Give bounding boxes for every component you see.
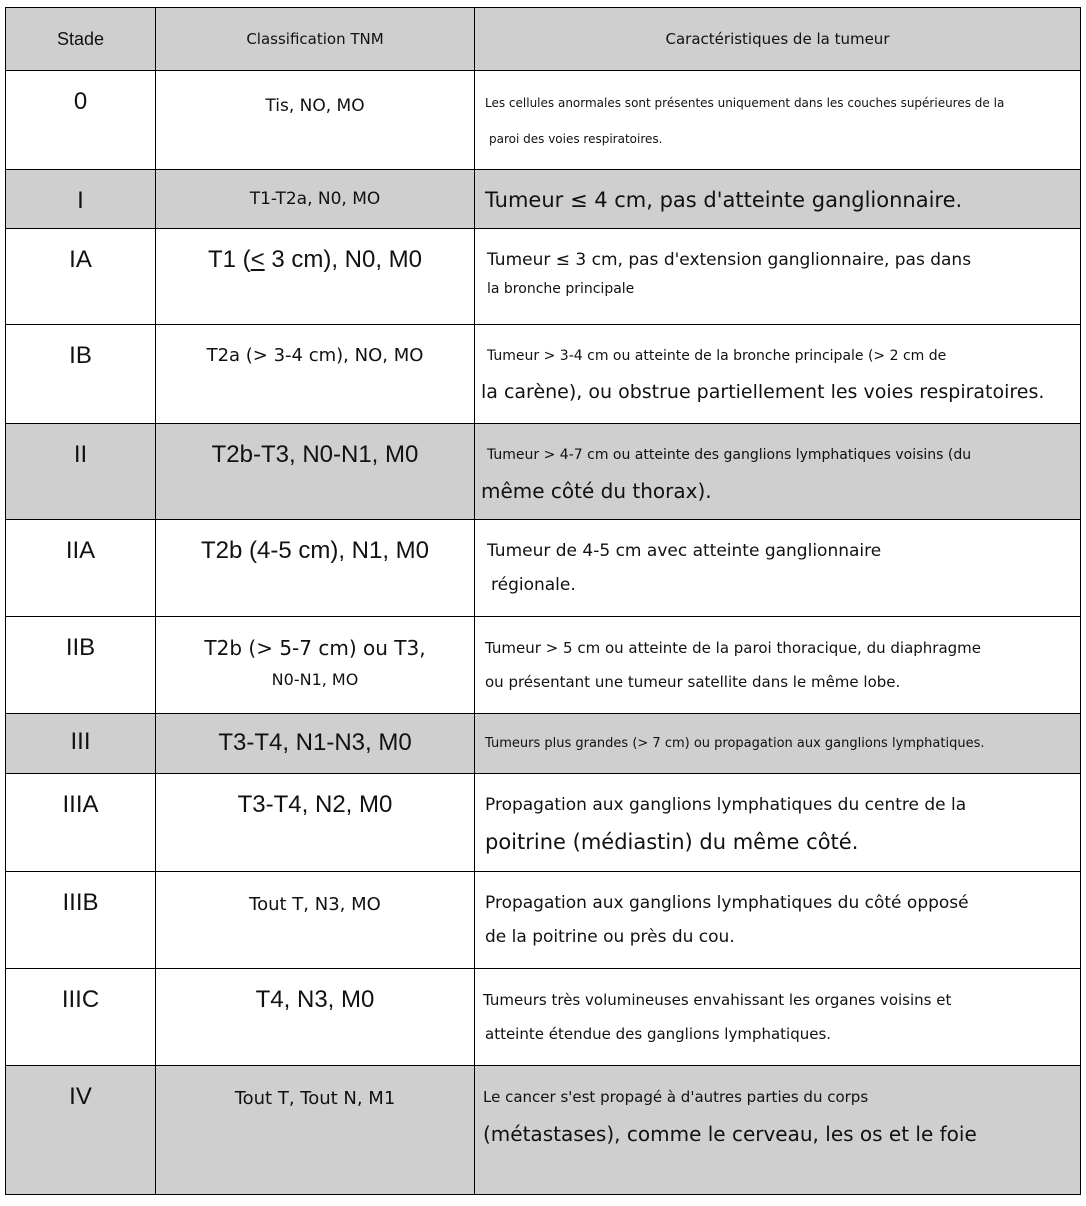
- tnm-text: T2b (> 5-7 cm) ou T3,: [204, 636, 426, 660]
- table-row: [6, 170, 1081, 229]
- tnm-cell: [156, 872, 475, 969]
- tnm-cell: [156, 170, 475, 229]
- description-line: ou présentant une tumeur satellite dans le même lobe.: [485, 673, 901, 691]
- tnm-text: Tout T, Tout N, M1: [234, 1088, 396, 1109]
- tnm-staging-table: [5, 7, 1081, 1195]
- description-cell: [475, 229, 1081, 325]
- table-row: [6, 325, 1081, 424]
- tnm-text: T3-T4, N2, M0: [237, 791, 393, 818]
- stage-cell: III: [6, 714, 156, 774]
- header-description: Caractéristiques de la tumeur: [475, 8, 1081, 71]
- stage-cell: IV: [6, 1066, 156, 1195]
- less-or-equal-symbol: <: [250, 246, 265, 273]
- description-line: Tumeur ≤ 3 cm, pas d'extension ganglionnaire, pas dans: [487, 250, 972, 270]
- tnm-text-part: T1 (: [207, 246, 251, 273]
- tnm-text: N0-N1, MO: [271, 670, 359, 689]
- stage-cell: IIIC: [6, 969, 156, 1066]
- stage-cell: IIB: [6, 617, 156, 714]
- description-cell: [475, 1066, 1081, 1195]
- tnm-text-part: 3 cm), N0, M0: [264, 246, 423, 273]
- stage-cell: IIIB: [6, 872, 156, 969]
- stage-cell: IB: [6, 325, 156, 424]
- header-stage: Stade: [6, 8, 156, 71]
- description-line: Tumeur de 4-5 cm avec atteinte ganglionnaire: [487, 541, 882, 561]
- tnm-cell: [156, 71, 475, 170]
- table-row: [6, 1066, 1081, 1195]
- tnm-cell: [156, 969, 475, 1066]
- description-cell: [475, 71, 1081, 170]
- staging-table-container: [5, 7, 1080, 1195]
- table-row: [6, 520, 1081, 617]
- description-line: de la poitrine ou près du cou.: [485, 927, 735, 947]
- table-header-row: [6, 8, 1081, 71]
- table-row: [6, 872, 1081, 969]
- description-line: Tumeur > 4-7 cm ou atteinte des ganglions lymphatiques voisins (du: [487, 447, 972, 463]
- description-line: poitrine (médiastin) du même côté.: [485, 830, 859, 854]
- description-cell: [475, 424, 1081, 520]
- description-line: la bronche principale: [487, 281, 635, 297]
- description-cell: [475, 520, 1081, 617]
- description-line: Tumeur > 5 cm ou atteinte de la paroi thoracique, du diaphragme: [485, 639, 982, 657]
- description-cell: [475, 774, 1081, 872]
- tnm-text: T2b-T3, N0-N1, M0: [211, 441, 419, 468]
- stage-cell: IIA: [6, 520, 156, 617]
- table-row: [6, 774, 1081, 872]
- table-row: [6, 424, 1081, 520]
- description-line: Propagation aux ganglions lymphatiques du côté opposé: [485, 893, 969, 913]
- tnm-text: T4, N3, M0: [255, 986, 375, 1013]
- stage-cell: I: [6, 170, 156, 229]
- stage-cell: II: [6, 424, 156, 520]
- stage-cell: IA: [6, 229, 156, 325]
- description-cell: [475, 170, 1081, 229]
- tnm-cell: [156, 424, 475, 520]
- stage-cell: IIIA: [6, 774, 156, 872]
- description-line: Le cancer s'est propagé à d'autres parties du corps: [483, 1088, 869, 1106]
- tnm-cell: [156, 774, 475, 872]
- description-cell: [475, 325, 1081, 424]
- tnm-cell: [156, 617, 475, 714]
- description-cell: [475, 617, 1081, 714]
- description-line: régionale.: [491, 575, 576, 595]
- description-line: (métastases), comme le cerveau, les os et le foie: [483, 1122, 977, 1146]
- tnm-cell: [156, 1066, 475, 1195]
- description-line: même côté du thorax).: [481, 479, 712, 503]
- description-line: Tumeurs plus grandes (> 7 cm) ou propagation aux ganglions lymphatiques.: [485, 736, 985, 751]
- table-row: [6, 229, 1081, 325]
- tnm-text: T1-T2a, N0, MO: [249, 189, 381, 209]
- description-line: atteinte étendue des ganglions lymphatiques.: [485, 1025, 832, 1043]
- description-line: la carène), ou obstrue partiellement les voies respiratoires.: [481, 381, 1045, 403]
- description-line: Tumeurs très volumineuses envahissant les organes voisins et: [483, 991, 952, 1009]
- tnm-text: T2a (> 3-4 cm), NO, MO: [206, 345, 424, 366]
- description-cell: [475, 714, 1081, 774]
- tnm-text: T3-T4, N1-N3, M0: [218, 729, 412, 756]
- tnm-text: T2b (4-5 cm), N1, M0: [200, 537, 430, 564]
- description-line: Les cellules anormales sont présentes uniquement dans les couches supérieures de la: [485, 96, 1005, 110]
- description-cell: [475, 969, 1081, 1066]
- description-line: Tumeur > 3-4 cm ou atteinte de la bronche principale (> 2 cm de: [487, 348, 947, 364]
- header-tnm: Classification TNM: [156, 8, 475, 71]
- table-row: [6, 617, 1081, 714]
- tnm-cell: [156, 325, 475, 424]
- table-row: [6, 969, 1081, 1066]
- table-row: [6, 714, 1081, 774]
- tnm-cell: [156, 520, 475, 617]
- description-line: Tumeur ≤ 4 cm, pas d'atteinte ganglionnaire.: [485, 188, 963, 212]
- tnm-text: Tout T, N3, MO: [249, 894, 381, 915]
- description-line: Propagation aux ganglions lymphatiques du centre de la: [485, 795, 967, 815]
- tnm-cell: [156, 229, 475, 325]
- tnm-cell: [156, 714, 475, 774]
- tnm-text: Tis, NO, MO: [265, 96, 365, 116]
- stage-cell: 0: [6, 71, 156, 170]
- tnm-text: [156, 243, 474, 277]
- table-row: [6, 71, 1081, 170]
- description-line: paroi des voies respiratoires.: [489, 132, 663, 146]
- description-cell: [475, 872, 1081, 969]
